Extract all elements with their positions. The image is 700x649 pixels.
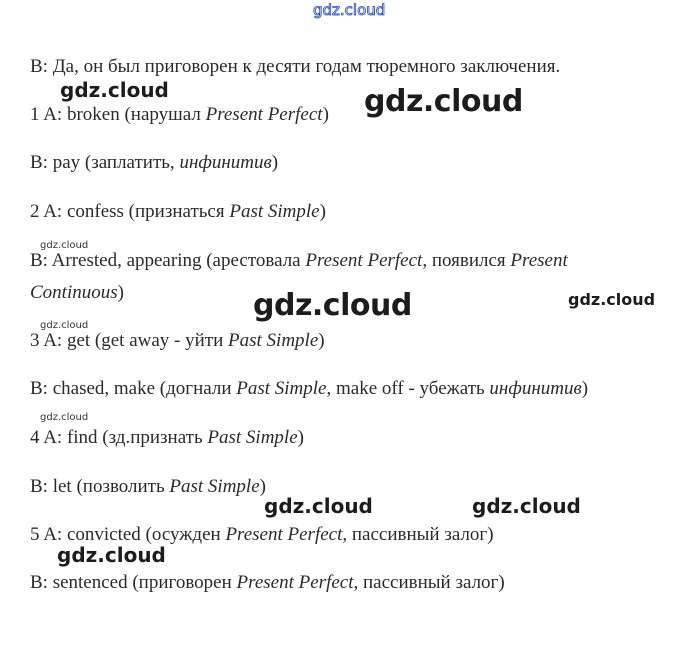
- answer-line: [30, 475, 266, 499]
- line-text: B: Arrested, appearing (арестовала: [30, 250, 306, 271]
- line-text: ): [117, 282, 124, 303]
- line-text: 1 A: broken (нарушал: [30, 104, 206, 125]
- watermark: gdz.cloud: [364, 84, 523, 119]
- italic-term: Present Perfect: [225, 524, 343, 545]
- line-text: , make off - убежать: [326, 378, 490, 399]
- answer-line: [30, 55, 560, 79]
- line-text: ): [322, 104, 329, 125]
- italic-term: инфинитив: [489, 378, 582, 399]
- line-text: ): [581, 378, 589, 399]
- watermark: gdz.cloud: [40, 412, 89, 423]
- answer-line: [30, 329, 325, 353]
- line-text: 2 A: confess (признаться: [30, 201, 230, 222]
- watermark: gdz.cloud: [472, 494, 581, 518]
- italic-term: Present Perfect: [305, 250, 423, 271]
- answer-line: [30, 426, 304, 450]
- answer-line: [30, 103, 329, 127]
- italic-term: Past Simple: [228, 330, 319, 351]
- line-text: ): [271, 152, 279, 173]
- line-text: ): [318, 330, 325, 351]
- line-text: 3 A: get (get away - уйти: [30, 330, 229, 351]
- italic-term: Continuous: [30, 282, 118, 303]
- line-text: ): [259, 476, 266, 497]
- line-text: , пассивный залог): [342, 524, 494, 545]
- italic-term: инфинитив: [179, 152, 272, 173]
- watermark: gdz.cloud: [57, 543, 166, 567]
- italic-term: Past Simple: [169, 476, 260, 497]
- watermark: gdz.cloud: [253, 288, 412, 323]
- italic-term: Past Simple: [229, 201, 320, 222]
- watermark: gdz.cloud: [568, 290, 656, 309]
- italic-term: Past Simple: [207, 427, 298, 448]
- line-text: ): [319, 201, 326, 222]
- answer-line: [30, 151, 278, 175]
- watermark: gdz.cloud: [264, 494, 373, 518]
- line-text: , пассивный залог): [353, 572, 505, 593]
- line-text: 5 A: convicted (осужден: [30, 524, 226, 545]
- watermark: gdz.cloud: [60, 78, 169, 102]
- italic-term: Present Perfect: [236, 572, 354, 593]
- italic-term: Past Simple: [236, 378, 327, 399]
- line-text: B: let (позволить: [30, 476, 170, 497]
- answer-line: [30, 281, 124, 305]
- line-text: B: pay (заплатить,: [30, 152, 180, 173]
- italic-term: Present Perfect: [205, 104, 323, 125]
- line-text: 4 A: find (зд.признать: [30, 427, 208, 448]
- line-text: B: sentenced (приговорен: [30, 572, 237, 593]
- italic-term: Present: [510, 250, 568, 271]
- line-text: , появился: [422, 250, 511, 271]
- answer-line: [30, 377, 588, 401]
- line-text: ): [297, 427, 304, 448]
- watermark-top: gdz.cloud: [313, 1, 386, 19]
- watermark: gdz.cloud: [40, 240, 89, 251]
- answer-line: [30, 200, 326, 224]
- answer-line: [30, 249, 568, 273]
- answer-line: [30, 571, 505, 595]
- line-text: B: Да, он был приговорен к десяти годам тюремного заключения.: [30, 56, 561, 77]
- watermark: gdz.cloud: [40, 320, 89, 331]
- line-text: B: chased, make (догнали: [30, 378, 237, 399]
